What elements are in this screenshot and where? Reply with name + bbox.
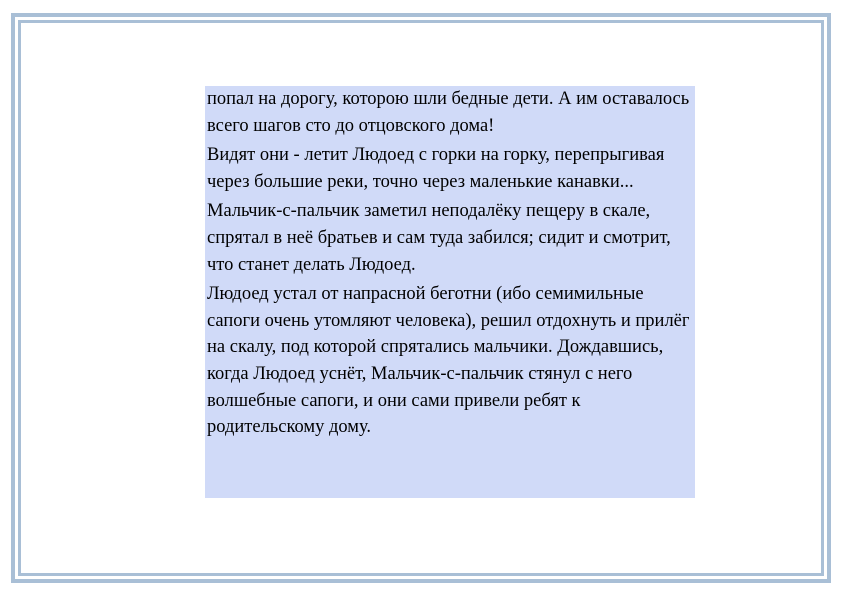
story-paragraph-2: Видят они - летит Людоед с горки на горку, перепрыгивая через большие реки, точно через маленькие канавки... xyxy=(207,145,665,192)
story-paragraph-3: Мальчик-с-пальчик заметил неподалёку пещеру в скале, спрятал в неё братьев и сам туда забился; сидит и смотрит, что станет делать Людоед. xyxy=(207,201,671,275)
story-text-box xyxy=(205,86,695,498)
story-paragraph-1: попал на дорогу, которою шли бедные дети. А им оставалось всего шагов сто до отцовского дома! xyxy=(207,89,690,136)
story-paragraph-4: Людоед устал от напрасной беготни (ибо семимильные сапоги очень утомляют человека), решил отдохнуть и прилёг на скалу, под которой спрятались мальчики. Дождавшись, когда Людоед уснёт, Мальчик-с-пальчик стянул с него волшебные сапоги, и они сами привели ребят к родительскому дому. xyxy=(207,284,690,438)
